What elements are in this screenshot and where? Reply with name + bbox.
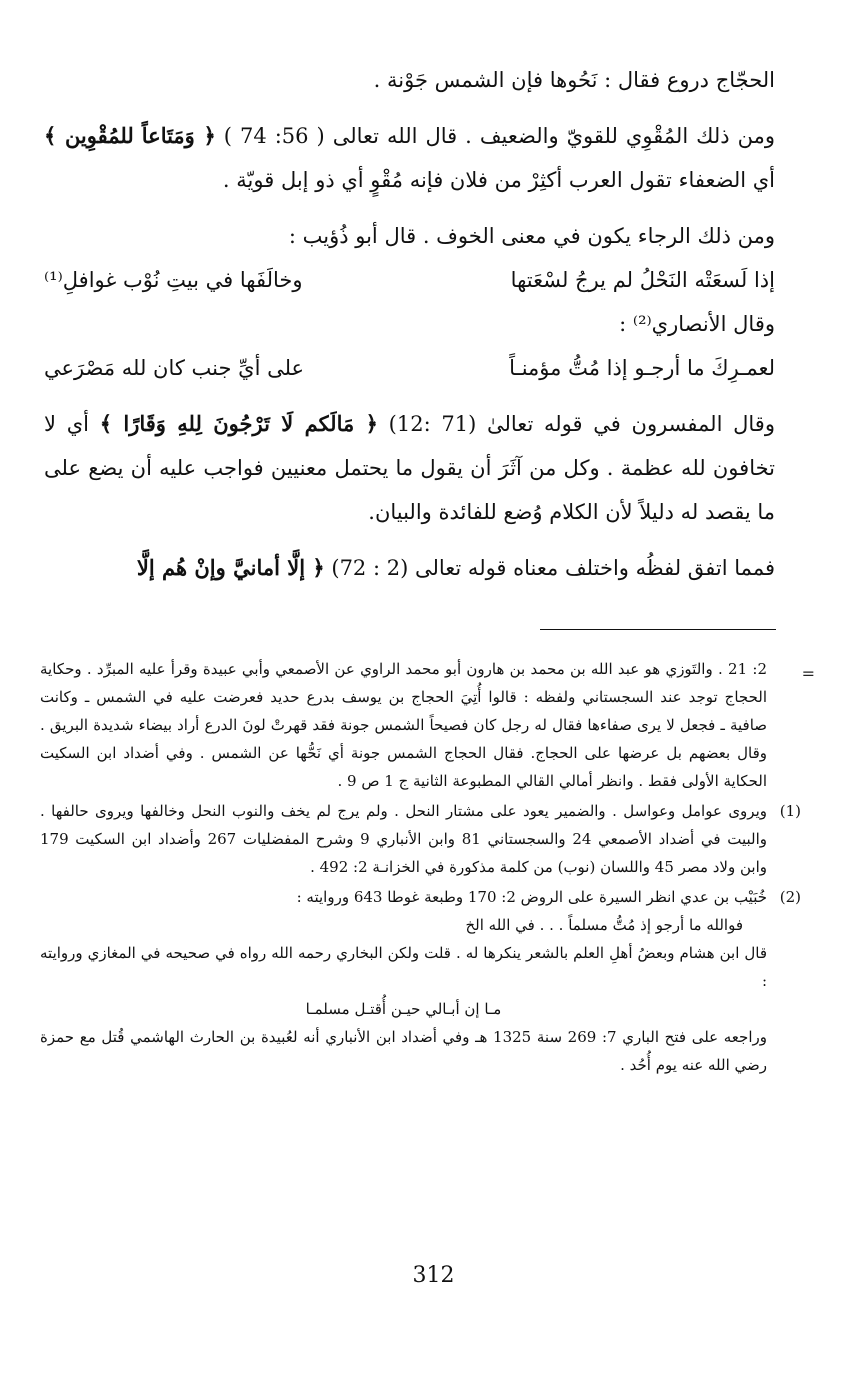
footnote-text: ويروى عوامل وعواسل . والضمير يعود على مشتار النحل . ولم يرج لم يخف والنوب النحل وخالفها ويروى حالفها . والبيت في أضداد الأصمعي 24 والسجستاني 81 وابن الأنباري 9 وشرح المفضليات 267 وأضداد ابن السكيت 179 وابن ولاد مصر 45 واللسان (نوب) من كلمة مذكورة في الخزانـة 2: 492 . (40, 802, 767, 876)
paragraph-1 (44, 114, 775, 202)
footnote-2 (40, 883, 801, 1079)
footnote-verse-quote: مـا إن أبـالي حيـن أُقتـل مسلمـا (305, 1000, 502, 1018)
footnote-label: 2: 21 . (717, 660, 767, 678)
paragraph-1-text-a: ومن ذلك المُقْوِي للقويّ والضعيف . قال الله تعالى ( 56: 74 ) (223, 124, 775, 148)
footnote-text: والتَوزي هو عبد الله بن محمد بن هارون أبو محمد الراوي عن الأصمعي وأبي عبيدة وقرأ عليه المبرِّد . وحكاية الحجاج توجد عند السجستاني ولفظه : قالوا أُتِيَ الحجاج بن يوسف بدرع حديد فعرضت عليه في الشمس ـ وكانت صافية ـ فجعل لا يرى صفاءها فقال له رجل كان فصيحاً الشمس جونة فقد قهرتْ لونَ الدرع أراد بيضاء شديدة البريق . وقال بعضهم بل عرضها على الحجاج. فقال الحجاج الشمس جونة أي نَحُّها عن الشمس . وفي أضداد ابن السكيت الحكاية الأولى فقط . وانظر أمالي القالي المطبوعة الثانية ج 1 ص 9 . (40, 660, 767, 790)
verse-line-1 (44, 258, 775, 302)
paragraph-1-text-b: أي الضعفاء تقول العرب أكثِرْ من فلان فإنه مُقْوٍ أي ذو إبل قويّة . (222, 168, 775, 192)
quran-quote-1a: ﴿ وَمَتَاعاً (141, 123, 216, 148)
footnote-number: (1) (779, 802, 801, 820)
margin-mark: = (801, 664, 815, 683)
quran-quote-1b: للمُقْوِين ﴾ (44, 123, 134, 148)
paragraph-3 (44, 402, 775, 534)
footnotes (40, 655, 801, 1081)
paragraph-3-text-a: وقال المفسرون في قوله تعالىٰ (71 :12) (388, 412, 775, 436)
footnote-line: قال ابن هشام وبعضُ أهلِ العلم بالشعر ينكرها له . قلت ولكن البخاري رحمه الله رواه في صحيحه في المغازي وروايته : (40, 944, 767, 990)
footnote-number: (2) (779, 888, 801, 906)
footnote-1 (40, 797, 801, 881)
page-number: 312 (412, 1263, 455, 1288)
paragraph-0 (44, 58, 775, 102)
quran-quote-4: ﴿ إلَّا أمانيَّ وإنْ هُم إلَّا (136, 555, 325, 580)
paragraph-4 (44, 546, 775, 590)
paragraph-4-text: فمما اتفق لفظُه واختلف معناه قوله تعالى (2 : 72) (331, 556, 775, 580)
footnote-separator (540, 629, 776, 630)
footnote-ref-2-21 (40, 655, 767, 795)
paragraph-3-text-b: أي لا تخافون لله عظمة . وكل من آثَرَ أن يقول ما يحتمل معنيين فواجب عليه أن يضع على ما يقصد له دليلاً لأن الكلام وُضع للفائدة والبيان. (44, 412, 775, 524)
verse-2-first-hemistich: لعمـرِكَ ما أرجـو إذا مُتُّ مؤمنـاً (509, 356, 775, 380)
paragraph-2 (44, 214, 775, 390)
verse-1-second-hemistich: وخالَفَها في بيتِ نُوْب غوافلِ⁽¹⁾ (44, 268, 303, 292)
footnote-line: خُبَيْب بن عدي انظر السيرة على الروض 2: 170 وطبعة غوطا 643 وروايته : (296, 888, 767, 906)
footnote-verse-quote: فوالله ما أرجو إذ مُتُّ مسلماً . . . في الله الخ (465, 916, 743, 934)
verse-intro-1: ومن ذلك الرجاء يكون في معنى الخوف . قال أبو ذُؤيب : (288, 224, 775, 248)
main-text (44, 58, 775, 590)
quran-quote-3: ﴿ مَالَكم لَا تَرْجُونَ لِلهِ وَقَارًا ﴾ (99, 411, 378, 436)
verse-1-first-hemistich: إذا لَسعَتْه النَحْلُ لم يرجُ لسْعَتها (510, 268, 775, 292)
verse-line-2 (44, 346, 775, 390)
paragraph-0-text: الحجّاج دروع فقال : نَحُوها فإن الشمس جَوْنة . (373, 68, 775, 92)
footnote-line: وراجعه على فتح الباري 7: 269 سنة 1325 هـ وفي أضداد ابن الأنباري أنه لعُبيدة بن الحارث الهاشمي قُتل مع حمزة رضي الله عنه يوم أُحُد . (40, 1028, 767, 1074)
verse-2-second-hemistich: على أيِّ جنب كان لله مَصْرَعي (44, 356, 305, 380)
verse-intro-2: وقال الأنصاري⁽²⁾ : (619, 312, 775, 336)
